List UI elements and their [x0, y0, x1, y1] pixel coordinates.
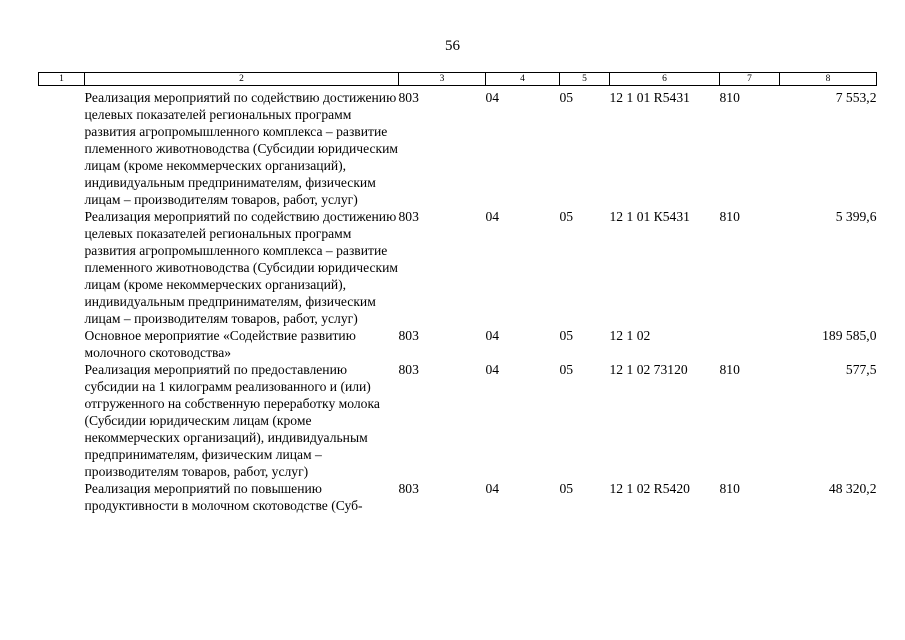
amount: 7 553,2 — [835, 90, 877, 105]
column-number: 4 — [486, 73, 560, 86]
subsection-code: 05 — [559, 90, 574, 105]
column-number: 1 — [39, 73, 85, 86]
target-article: 12 1 01 К5431 — [609, 209, 690, 224]
expense-type: 810 — [719, 481, 740, 496]
empty-cell — [39, 480, 85, 514]
ministry-code: 803 — [398, 481, 419, 496]
empty-cell — [39, 208, 85, 327]
table-row — [39, 208, 877, 327]
row-name: Реализация мероприятий по содействию достижению целевых показателей региональных программ развития агропромышленного комплекса – развитие племенного животноводства (Субсидии юридическим лицам (кроме некоммерческих организаций), индивидуальным предпринимателям, физическим лицам – производителям товаров, работ, услуг) — [84, 209, 399, 326]
page-number: 56 — [445, 38, 460, 54]
row-name: Реализация мероприятий по предоставлению субсидии на 1 килограмм реализованного и (или) отгруженного на собственную переработку молока (Субсидии юридическим лицам (кроме некоммерческих организаций), индивидуальным предпринимателям, физическим лицам – производителям товаров, работ, услуг) — [84, 362, 380, 479]
ministry-code: 803 — [398, 90, 419, 105]
amount: 5 399,6 — [835, 209, 877, 224]
section-code: 04 — [485, 481, 500, 496]
subsection-code: 05 — [559, 209, 574, 224]
table-row — [39, 480, 877, 514]
column-number: 8 — [780, 73, 877, 86]
column-number: 6 — [610, 73, 720, 86]
row-name: Реализация мероприятий по повышению продуктивности в молочном скотоводстве (Суб- — [84, 481, 363, 513]
empty-cell — [39, 327, 85, 361]
ministry-code: 803 — [398, 362, 419, 377]
target-article: 12 1 01 R5431 — [609, 90, 690, 105]
budget-table — [38, 72, 877, 514]
expense-type: 810 — [719, 90, 740, 105]
target-article: 12 1 02 R5420 — [609, 481, 690, 496]
column-number: 3 — [399, 73, 486, 86]
subsection-code: 05 — [559, 481, 574, 496]
column-number-header — [39, 73, 877, 86]
subsection-code: 05 — [559, 328, 574, 343]
table-row — [39, 361, 877, 480]
subsection-code: 05 — [559, 362, 574, 377]
target-article: 12 1 02 73120 — [609, 362, 688, 377]
empty-cell — [39, 86, 85, 209]
amount: 48 320,2 — [828, 481, 877, 496]
empty-cell — [39, 361, 85, 480]
table-row — [39, 86, 877, 209]
section-code: 04 — [485, 90, 500, 105]
ministry-code: 803 — [398, 328, 419, 343]
target-article: 12 1 02 — [609, 328, 651, 343]
expense-type: 810 — [719, 362, 740, 377]
section-code: 04 — [485, 209, 500, 224]
column-number: 7 — [720, 73, 780, 86]
amount: 577,5 — [845, 362, 877, 377]
column-number: 2 — [85, 73, 399, 86]
row-name: Основное мероприятие «Содействие развитию молочного скотоводства» — [84, 328, 356, 360]
column-number: 5 — [560, 73, 610, 86]
section-code: 04 — [485, 328, 500, 343]
section-code: 04 — [485, 362, 500, 377]
table-row — [39, 327, 877, 361]
expense-type: 810 — [719, 209, 740, 224]
amount: 189 585,0 — [822, 328, 877, 343]
row-name: Реализация мероприятий по содействию достижению целевых показателей региональных программ развития агропромышленного комплекса – развитие племенного животноводства (Субсидии юридическим лицам (кроме некоммерческих организаций), индивидуальным предпринимателям, физическим лицам – производителям товаров, работ, услуг) — [84, 90, 399, 207]
expense-type — [720, 327, 780, 361]
ministry-code: 803 — [398, 209, 419, 224]
